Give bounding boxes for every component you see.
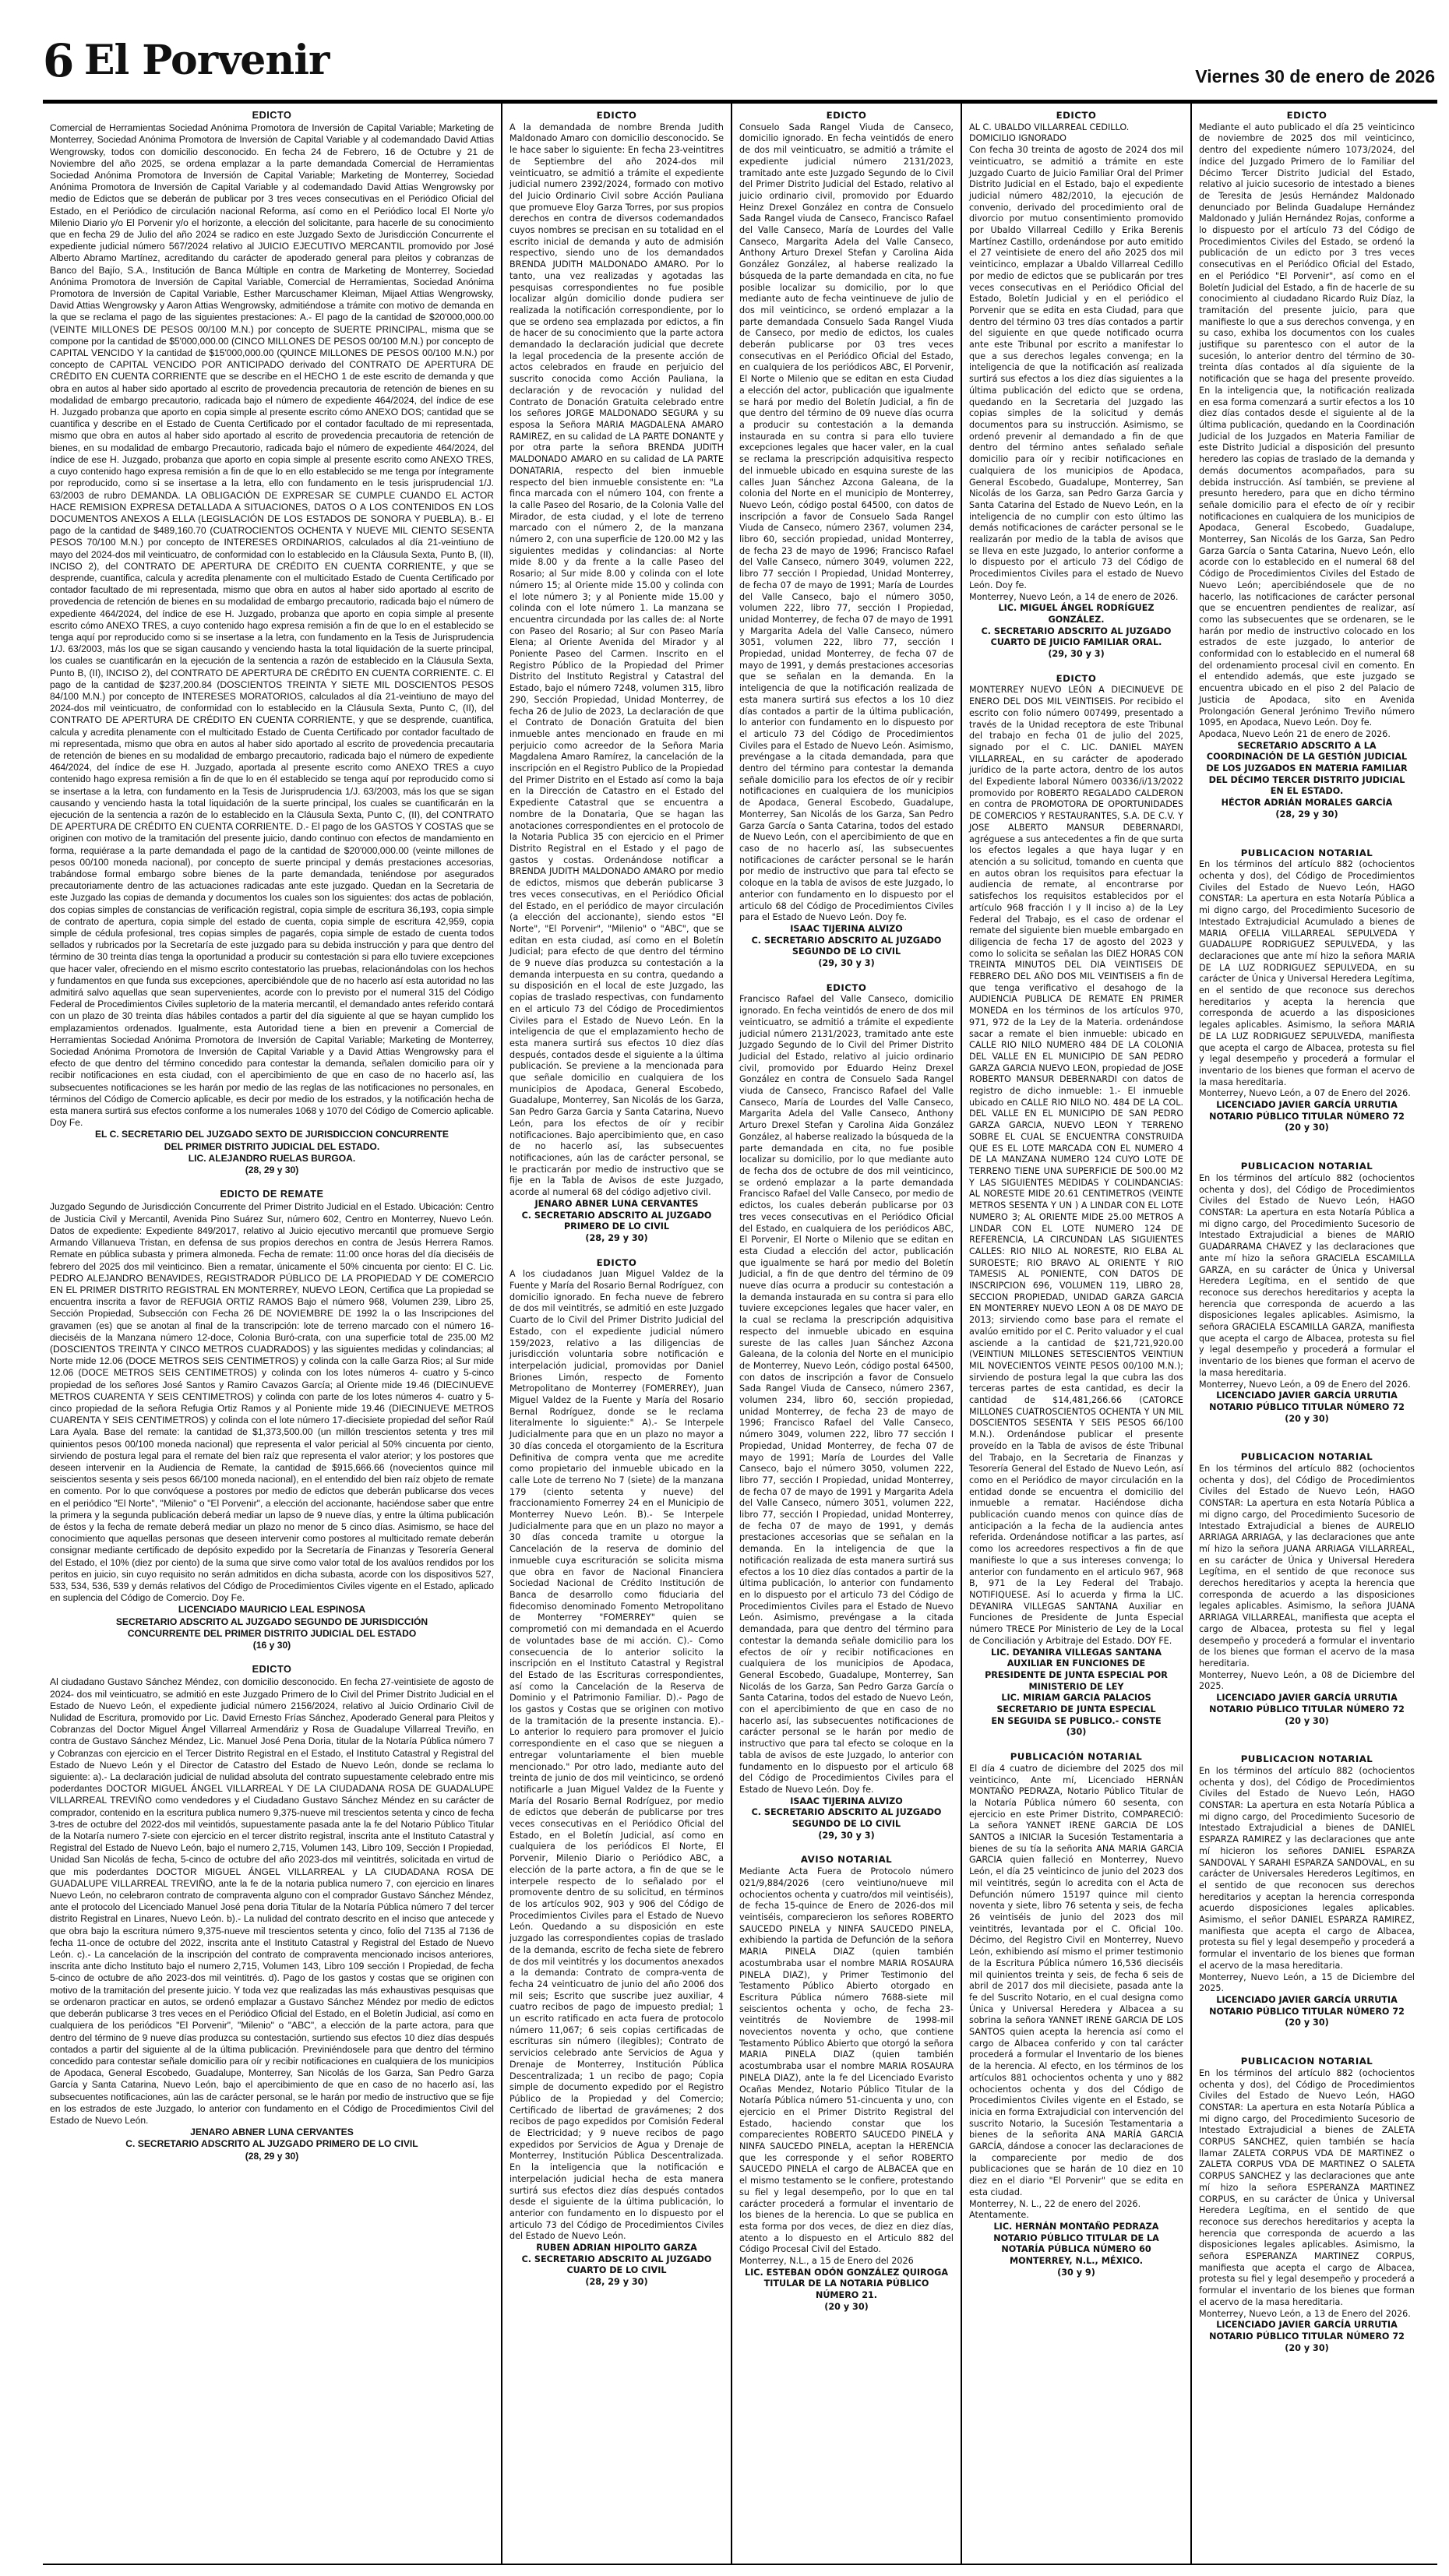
notice-body-text: En los términos del artículo 882 (ochocientos ochenta y dos), del Código de Procedimientos Civiles del Estado de Nuevo León, HAGO CONSTAR: La apertura en esta Notaría Pública a mi digno cargo, del Procedimiento Sucesorio de Intestado Extrajudicial Acumulado a bienes de MARIA OFELIA VILLARREAL SEPULVEDA Y GUADALUPE RODRIGUEZ SEPULVEDA, y las declaraciones que ante mí hizo la señora MARIA DE LA LUZ RODRIGUEZ SEPULVEDA, en su carácter de Única y Universal Heredera Legítima, en el sentido de que reconoce sus derechos hereditarios y acepta la herencia que corresponda de acuerdo a las disposiciones legales aplicables. Asimismo, la señora MARIA DE LA LUZ RODRIGUEZ SEPULVEDA, manifiesta que acepta el cargo de Albacea, protesta su fiel y legal desempeño y procederá a formular el inventario de los bienes que forman el acervo de la masa hereditaria. (1199, 859, 1415, 1087)
issue-date: Viernes 30 de enero de 2026 (1195, 66, 1435, 86)
notice-signature-line: NOTARIO PÚBLICO TITULAR NÚMERO 72 (1209, 2331, 1405, 2342)
notice-signature-line: (28, 29 y 30) (245, 2150, 299, 2162)
notice-column-4 (962, 104, 1192, 2564)
notice-signature-line: (30 y 9) (1057, 2267, 1095, 2278)
notice-signature-line: AUXILIAR EN FUNCIONES DE (1007, 1658, 1146, 1669)
notice-title: AVISO NOTARIAL (800, 1854, 893, 1866)
notice-signature-line: (29, 30 y 3) (818, 958, 875, 969)
notice-title: EDICTO (826, 981, 867, 993)
notice-body-text: Francisco Rafael del Valle Canseco, domicilio ignorado. En fecha veintidós de enero de dos mil veinticuatro, se admitió a trámite el expediente judicial número 2131/2023, tramitado ante este Juzgado Segundo de lo Civil del Primer Distrito Judicial del Estado, relativo al juicio ordinario civil, promovido por Eduardo Heinz Drexel González en contra de Consuelo Sada Rangel viuda de Canseco, Francisco Rafael del Valle Canseco, María de Lourdes del Valle Canseco, Margarita Adela del Valle Canseco, Anthony Arturo Drexel Stefan y Carolina Aida González González, al haberse realizado la búsqueda de la parte demandada en cita, no fue posible localizar su domicilio, por lo que mediante auto de fecha dos de octubre de dos mil veinticinco, se ordenó emplazar a la parte demandada Francisco Rafael del Valle Canseco, por medio de edictos, los cuales deberán publicarse por 03 tres veces consecutivas en el Periódico Oficial del Estado, en cualquiera de los periódicos ABC, El Porvenir, El Norte o Milenio que se editan en esta Ciudad a elección del actor, publicación que igualmente se hará por medio del Boletín Judicial, a fin de que dentro del término de 09 nueve días ocurra a producir su contestación a la demanda instaurada en su contra si para ello tuviere excepciones legales que hacer valer, en la cual se reclama la prescripción adquisitiva respecto del inmueble ubicado en esquina sureste de las calles Juan Sánchez Azcona Galeana, de la colonia del Norte en el municipio de Monterrey, Nuevo León, código postal 64500, con datos de inscripción a favor de Consuelo Sada Rangel Viuda de Canseco, número 2367, volumen 234, libro 60, sección propiedad, unidad Monterrey, de fecha 23 de mayo de 1996; Francisco Rafael del Valle Canseco, número 3049, volumen 222, libro 77 sección I Propiedad, Unidad Monterrey, de fecha 07 de mayo de 1991; María de Lourdes del Valle Canseco, bajo el número 3050, volumen 222, libro 77, sección I Propiedad, unidad Monterrey, de fecha 07 de mayo de 1991 y Margarita Adela del Valle Canseco, número 3051, volumen 222, libro 77, sección I Propiedad, unidad Monterrey, de fecha 07 de mayo de 1991, y demás prestaciones accesorias que se señalan en la demanda. En la inteligencia de que la notificación realizada de esta manera surtirá sus efectos a los 10 diez días contados a partir de la última publicación, lo anterior con fundamento en lo dispuesto por el articulo 73 del Código de Procedimientos Civiles para el Estado de Nuevo León. Asimismo, prevéngase a la citada demandada, para que dentro del término para contestar la demanda señale domicilio para los efectos de oír y recibir notificaciones en cualquiera de los municipios de Apodaca, General Escobedo, Guadalupe, Monterrey, San Nicolás de los Garza, San Pedro Garza García o Santa Catarina, todos del estado de Nuevo León, con el apercibimiento de que en caso de no hacerlo así, las subsecuentes notificaciones de carácter personal se le harán por medio de instructivo que para tal efecto se coloque en la tabla de avisos de este Juzgado, lo anterior con fundamento en lo dispuesto por el articulo 68 del Código de Procedimientos Civiles para el Estado de Nuevo León. Doy fe. (739, 994, 954, 1795)
notice-signature-line: NOTARIO PÚBLICO TITULAR NÚMERO 72 (1209, 2006, 1405, 2017)
notice-body-text: Consuelo Sada Rangel Viuda de Canseco, domicilio ignorado. En fecha veintidós de enero de dos mil veinticuatro, se admitió a trámite el expediente judicial número 2131/2023, tramitado ante este Juzgado Segundo de lo Civil del Primer Distrito Judicial del Estado, relativo al juicio ordinario civil, promovido por Eduardo Heinz Drexel González en contra de Consuelo Sada Rangel viuda de Canseco, Francisco Rafael del Valle Canseco, María de Lourdes del Valle Canseco, Margarita Adela del Valle Canseco, Anthony Arturo Drexel Stefan y Carolina Aida González González, al haberse realizado la búsqueda de la parte demandada en cita, no fue posible localizar su domicilio, por lo que mediante auto de fecha veintinueve de julio de dos mil veinticinco, se ordenó emplazar a la parte demandada Consuelo Sada Rangel Viuda de Canseco, por medio de edictos, los cuales deberán publicarse por 03 tres veces consecutivas en el Periódico Oficial del Estado, en cualquiera de los periódicos ABC, El Porvenir, El Norte o Milenio que se editan en esta Ciudad a elección del actor, publicación que igualmente se hará por medio del Boletín Judicial, a fin de que dentro del término de 09 nueve días ocurra a producir su contestación a la demanda instaurada en su contra si para ello tuviere excepciones legales que hacer valer, en la cual se reclama la prescripción adquisitiva respecto del inmueble ubicado en esquina sureste de las calles Juan Sánchez Azcona Galeana, de la colonia del Norte en el municipio de Monterrey, Nuevo León, código postal 64500, con datos de inscripción a favor de Consuelo Sada Rangel Viuda de Canseco, número 2367, volumen 234, libro 60, sección propiedad, unidad Monterrey, de fecha 23 de mayo de 1996; Francisco Rafael del Valle Canseco, número 3049, volumen 222, libro 77 sección I Propiedad, Unidad Monterrey, de fecha 07 de mayo de 1991; María de Lourdes del Valle Canseco, bajo el número 3050, volumen 222, libro 77, sección I Propiedad, unidad Monterrey, de fecha 07 de mayo de 1991 y Margarita Adela del Valle Canseco, número 3051, volumen 222, libro 77, sección I Propiedad, unidad Monterrey, de fecha 07 de mayo de 1991, y demás prestaciones accesorias que se señalan en la demanda. En la inteligencia de que la notificación realizada de esta manera surtirá sus efectos a los 10 diez días contados a partir de la última publicación, lo anterior con fundamento en lo dispuesto por el articulo 73 del Código de Procedimientos Civiles para el Estado de Nuevo León. Asimismo, prevéngase a la citada demandada, para que dentro del término para contestar la demanda señale domicilio para los efectos de oír y recibir notificaciones en cualquiera de los municipios de Apodaca, General Escobedo, Guadalupe, Monterrey, San Nicolás de los Garza, San Pedro Garza García o Santa Catarina, todos del estado de Nuevo León, con el apercibimiento de que en caso de no hacerlo así, las subsecuentes notificaciones de carácter personal se le harán por medio de instructivo que para tal efecto se coloque en la tabla de avisos de este Juzgado, lo anterior con fundamento en lo dispuesto por el articulo 68 del Código de Procedimientos Civiles para el Estado de Nuevo León. Doy fe. (739, 122, 954, 923)
notice-signature-line: EL C. SECRETARIO DEL JUZGADO SEXTO DE JURISDICCION CONCURRENTE (94, 1129, 450, 1140)
notice-signature-line: NOTARIO PÚBLICO TITULAR NÚMERO 72 (1209, 1704, 1405, 1714)
notice-signature-line: JENARO ABNER LUNA CERVANTES (534, 1198, 699, 1209)
notice-signature-line: TITULAR DE LA NOTARIA PÚBLICO (763, 2278, 929, 2289)
legal-notice (509, 1257, 724, 2289)
notice-body-text: DOMICILIO IGNORADO (969, 133, 1066, 144)
notice-title: PUBLICACION NOTARIAL (1240, 2056, 1373, 2067)
legal-notice (969, 673, 1183, 1739)
notice-body-text: Comercial de Herramientas Sociedad Anónima Promotora de Inversión de Capital Variable; Marketing de Monterrey, Sociedad Anónima Promotora de Inversión de Capital Variable y al codemandado David Attias Wengrowsky, todos con domicilio desconocido. En fecha 24 de Febrero, 16 de Octubre y 21 de Noviembre del año 2025, se ordena emplazar a la parte demandada Comercial de Herramientas Sociedad Anónima Promotora de Inversión de Capital Variable; Marketing de Monterrey, Sociedad Anónima Promotora de Inversión de Capital Variable y al codemandado David Attias Wengrowsky por medio de Edictos que se deberán de publicar por 3 tres veces consecutivas en el Periódico Oficial del Estado, en el Periódico de circulación nacional Reforma, así como en el Periódico local El Norte y/o Milenio Diario y/o El Porvenir y/o el horizonte, a elección del solicitante, para hacerle de su conocimiento que en fecha 29 de Julio del año 2024 se radico en este Juzgado Sexto de Jurisdicción Concurrente el expediente judicial número 567/2024 relativo al JUICIO EJECUTIVO MERCANTIL promovido por José Alberto Abramo Martínez, acreditando du carácter de apoderado general para pleitos y cobranzas de Banco del Bajío, S.A., Institución de Banca Múltiple en contra de Marketing de Monterrey, Sociedad Anónima Promotora de Inversión de Capital Variable, Comercial de Herramientas, Sociedad Anónima Promotora de Inversión de Capital Variable, Esther Marcuschamer Kleiman, Mijael Attias Wengrowsky, David Attias Wengrowsky y Aaron Attias Wengrowsky, admitiéndose a trámite con motivo de demanda en la que se reclama el pago de las siguientes prestaciones: A.- El pago de la cantidad de $20'000,000.00 (VEINTE MILLONES DE PESOS 00/100 M.N.) por concepto de SUERTE PRINCIPAL, misma que se compone por la cantidad de $5'000,000.00 (CINCO MILLONES DE PESOS 00/100 M.N.) por concepto de CAPITAL VENCIDO Y la cantidad de $15'000,000.00 (QUINCE MILLONES DE PESOS 00/100 M.N.) por concepto de CAPITAL VENCIDO POR ANTICIPADO derivado del CONTRATO DE APERTURA DE CRÉDITO EN CUENTA CORRIENTE que se describe en el HECHO 1 de este escrito de demanda y que obra en autos al haber sido aportado al escrito de provedencia precautoria de retención de bienes en su modalidad de embargo precautorio, radicada bajo el número de expediente 464/2024, del índice de ese H. Juzgado probanza que aporto en copia simple al presente escrito cómo ANEXO DOS; cantidad que se cuantifica y describe en el Estado de Cuenta Certificado por el contador facultado de mi representada, mismo que obra en autos al haber sido aportado al escrito de provedencia precautoria de retención de bienes, en su modalidad de embargo Precautorio, radicada bajo el número de expediente 464/2024, del índice de ese H. Juzgado, probanza que aporto en copia simple al presente escrito como ANEXO TRES, a cuyo contenido hago expresa remisión a fin de que lo en ello establecido se me tenga por íntegramente por reproducido, como si se insertase a la letra, ello con fundamento en le tesis jurisprudencial 1/J. 63/2003 de rubro DEMANDA. LA OBLIGACIÓN DE EXPRESAR SE CUMPLE CUANDO EL ACTOR HACE REMISION EXPRESA DETALLADA A SITUACIONES, DATOS O A LOS CONTENIDOS EN LOS DOCUMENTOS ANEXOS A ELLA (LEGISLACIÓN DE LOS ESTADOS DE SONORA Y PUEBLA). B.- El pago de la cantidad de $489,160.70 (CUATROCIENTOS OCHENTA Y NUEVE MIL CIENTO SESENTA PESOS 70/100 M.N.) por concepto de INTERESES ORDINARIOS, calculados al día 21-veintiuno de mayo del 2024-dos mil veinticuatro, de conformidad con lo establecido en la Cláusula Sexta, Punto B, (II), INCISO 2), del CONTRATO DE APERTURA DE CRÉDITO EN CUENTA CORRIENTE, y que se desprende, cuantifica, calcula y acredita plenamente con el multicitado Estado de Cuenta Certificado por contador facultado de mi representada, mismo que obra en autos al haber sido aportado al escrito de provedencia de retención de bienes en su modalidad de embargo precautorio, radicada bajo el número de expediente 464/2024, del índice de ese H. Juzgado, probanza que aporto en copia simple al presente escrito cómo ANEXO TRES, a cuyo contenido hago expresa remisión a fin de que lo en el establecido se tenga aquí por reproducido como si se insertase a la letra, con fundamento en la Tesis de Jurisprudencia 1/J. 63/2003, más los que se sigan causando y venciendo hasta la total liquidación de la suerte principal, los cuales se cuantificarán en la ejecución de la sentencia a razón de establecido en la Cláusula Sexta, Punto B, (II), INCISO 2), del CONTRATO DE APERTURA DE CRÉDITO EN CUENTA CORRIENTE. C. El pago de la cantidad de $237,200.84 (DOSCIENTOS TREINTA Y SIETE MIL DOSCIENTOS PESOS 84/100 M.N.) por concepto de INTERESES MORATORIOS, calculados al día 21-veintiuno de mayo del 2024-dos mil veinticuatro, de conformidad con lo establecido en la Cláusula Sexta, Punto C, (II), del CONTRATO DE APERTURA DE CRÉDITO EN CUENTA CORRIENTE, y que se desprende, cuantifica, calcula y acredita plenamente con el multicitado Estado de Cuenta Certificado por contador facultado de mi representada, mismo que obra en autos al haber sido aportado al escrito de provedencia precautaria de retención de bienes en su modalidad de embargo precautorio, radicada bajo el número de expediente 464/2024, del índice de ese H. Juzgado, aportada al presente escrito como ANEXO TRES a cuyo contenido hago expresa remisión a fin de que lo en él establecido se tenga aquí por reproducido como si se insertase a la letra, con fundamento en la Tesis de Jurisprudencia 1/J. 63/2003, más los que se sigan causando y venciendo hasta la total liquidación de la suerte principal, los cuales se cuantificarán en la ejecución de la sentencia a razón de lo establecido en la Cláusula Sexta, Punto C, (II), del CONTRATO DE APERTURA DE CRÉDITO EN CUENTA CORRIENTE. D.- El pago de los GASTOS Y COSTAS que se originen con motivo de la tramitación del presente juicio, dando continuo con efectos de mandamiento en forma, requiérase a la parte demandada el pago de la cantidad de $20'000,000.00 (veinte millones de pesos 00/100 moneda nacional), por concepto de suerte principal y demás prestaciones accesorias, trabándose formal embargo sobre bienes de la parte demandada, teniéndose por asegurados precautoriamente dentro de las actuaciones radicadas ante este juzgado. Quedan en la Secretaria de este Juzgado las copias de demanda y documentos los cuales son los siguientes: dos actas de población, dos copias simples de constancias de verificación registral, copia simple de escritura 36,193, copia simple de contrato de apertura, copia simple del estado de cuenta, copia simple de escritura 42,959, copia simple de cédula profesional, tres copias simples de pagarés, copia simple de estado de cuenta todos sellados y rubricados por la Secretaría de este juzgado para su debida instrucción y para que dentro del término de 30 treinta días tenga la oportunidad a producir su contestación si para ello tuviere excepciones que hacer valer, ofreciendo en el mismo escrito contestatorio las pruebas, relacionándolas con los hechos y fundamentos en que funda sus excepciones, apercibiéndole que de no hacerlo así esta autoridad no las admitirá salvo aquellas que sean supervenientes, acorde con lo previsto por el numeral 315 del Código Federal de Procedimientos Civiles supletorio de la materia mercantil, el demandado antes referido contará con un plazo de 30 treinta días hábiles contados a partir del día siguiente al que se hayan cumplido los emplazamientos ordenados. Igualmente, esta Autoridad tiene a bien en prevenir a Comercial de Herramientas Sociedad Anónima Promotora de Inversión de Capital Variable; Marketing de Monterrey, Sociedad Anónima Promotora de Inversión de Capital Variable y a David Attias Wengrowsky para el efecto de que dentro del término concedido para contestar la demanda, señalen domicilio para oír y recibir notificaciones en esta ciudad, con el apercibimiento de que en caso de no hacerlo así, las subsecuentes notificaciones se les harán por medio de las reglas de las notificaciones no personales, en términos del Código de Comercio aplicable, es decir por medio de los estrados, y la notificación hecha de esta manera surtirá sus efectos conforme a los numerales 1068 y 1070 del Código de Comercio aplicable. Doy Fe. (50, 122, 494, 1129)
notice-signature-line: (29, 30 y 3) (1048, 649, 1105, 660)
notice-signature-line: HÉCTOR ADRIÁN MORALES GARCÍA (1221, 798, 1393, 809)
notice-title: PUBLICACION NOTARIAL (1240, 1753, 1373, 1765)
notice-signature-line: C. SECRETARIO ADSCRITO AL JUZGADO PRIMERO DE LO CIVIL (125, 2138, 418, 2150)
legal-notice (1199, 2056, 1415, 2354)
notice-signature-line: NOTARÍA PÚBLICA NÚMERO 60 (1001, 2244, 1151, 2255)
notice-signature-line: MINISTERIO DE LEY (1028, 1681, 1124, 1692)
notice-signature-line: (29, 30 y 3) (818, 1830, 875, 1841)
legal-notice (739, 982, 954, 1842)
notice-signature-line: (20 y 30) (1285, 1122, 1329, 1133)
notice-signature-line: LICENCIADO JAVIER GARCÍA URRUTIA (1216, 2320, 1398, 2331)
legal-notice (50, 1664, 494, 2162)
notice-signature-line: (16 y 30) (252, 1640, 291, 1651)
notice-signature-line: ISAAC TIJERINA ALVIZO (790, 923, 903, 934)
notice-signature-line: LIC. MIRIAM GARCIA PALACIOS (1001, 1693, 1151, 1704)
notice-body-text: Al ciudadano Gustavo Sánchez Méndez, con domicilio desconocido. En fecha 27-veintisiete de agosto de 2024- dos mil veinticuatro, se admitió en este Juzgado Primero de lo Civil del Primer Distrito Judicial en el Estado de Nuevo León, el expediente judicial número 2156/2024, relativo al Juicio Ordinario Civil de Nulidad de Escritura, promovido por Lic. David Ernesto Frías Sánchez, Apoderado General para Pleitos y Cobranzas del Doctor Miguel Ángel Villarreal Armendáriz y Rosa de Guadalupe Villarreal Treviño, en contra de Gustavo Sánchez Méndez, Lic. Manuel José Pena Doria, titular de la Notaría Pública número 7 y Cobranzas con ejercicio en el Tercer Distrito Registral en el Estado, el Instituto Catastral y Registral del Estado de Nuevo León y el Director de Catastro del Estado de Nuevo León, donde se reclama lo siguiente: a).- La declaración judicial de nulidad absoluta del contrato supuestamente celebrado entre mis poderdantes DOCTOR MIGUEL ÁNGEL VILLARREAL Y DE LA CIUDADANA ROSA DE GUADALUPE VILLARREAL TREVIÑO como vendedores y el Ciudadano Gustavo Sánchez Méndez en su carácter de comprador, contenido en la escritura publica numero 9,375-nueve mil trescientos setenta y cinco de fecha 3-tres de octubre del 2022-dos mil veintidós, supuestamente pasada ante la fe del Notario Público Titular de la Notaría numero 7-siete con ejercicio en el tercer distrito registral, inscrita ante el Instituto Catastral y Registral del Estado de Nuevo León, bajo el numero 2,715, Volumen 143, Libro 109, Sección I Propiedad, Unidad San Nicolás de fecha, 5-cinco de octubre del año 2023-dos mil veintitrés, solicitada en virtud de que mis poderdantes DOCTOR MIGUEL ÁNGEL VILLARREAL y LA CIUDADANA ROSA DE GUADALUPE VILLARREAL TREVIÑO, ante la fe de la notaria publica numero 7, con ejercicio en linares Nuevo León, no celebraron contrato de compraventa alguno con el comprador Gustavo Sánchez Méndez, ante el protocolo del Licenciado Manuel José pena doria Titular de la Notaría Pública número 7 del tercer distrito Registral en Linares, Nuevo León. b).- La nulidad del contrato descrito en el inciso que antecede y que obra bajo la escritura número 9,375-nueve mil trescientos setenta y cinco, folio del 7135 al 7136 de fecha 11-once de octubre del 2022, inscrita ante el Instituto Catastral y Registral del Estado de Nuevo León. c).- La cancelación de la inscripción del contrato de compraventa mencionado incisos anteriores, inscrita ante dicho Instituto bajo el numero 2,715, Volumen 143, Libro 109 sección I Propiedad, de fecha 5-cinco de octubre de año 2023-dos mil veintitrés. d). Pago de los gastos y costas que se originen con motivo de la tramitación del presente juicio. Y toda vez que realizadas las más exhaustivas pesquisas que se ordenaron practicar en autos, se ordenó emplazar a Gustavo Sánchez Méndez por medio de edictos que deberán publicarse 3 tres veces en el Periódico Oficial del Estado, en el Boletín Judicial, así como en cualquiera de los periódicos "El Porvenir", "Milenio" o "ABC", a elección de la parte actora, para que dentro del término de 9 nueve días produzca su contestación, surtiendo sus efectos 10 diez días después contados a partir del siguiente al de la última publicación. Previniéndosele para que dentro del término concedido para contestar señale domicilio para oír y recibir notificaciones en cualquiera de los municipios de Apodaca, General Escobedo, Guadalupe, Monterrey, San Nicolás de los Garza, San Pedro Garza García y Santa Catarina, Nuevo León, bajo el apercibimiento de que en caso de no hacerlo así, las subsecuentes notificaciones, aún las de carácter personal, se le harán por medio de instructivo que se fije en los estrados de este Juzgado, lo anterior con fundamento en el Código de Procedimientos Civil del Estado de Nuevo León. (50, 1676, 494, 2126)
notice-body-text: Apodaca, Nuevo León 21 de enero de 2026. (1199, 728, 1391, 739)
notice-body-text: En los términos del artículo 882 (ochocientos ochenta y dos), del Código de Procedimientos Civiles del Estado de Nuevo León, HAGO CONSTAR: La apertura en esta Notaría Pública a mi digno cargo, del Procedimiento Sucesorio de Intestado Extrajudicial a bienes de MARIO GUADARRAMA CHAVEZ y las declaraciones que ante mí hizo la señora GRACIELA ESCAMILLA GARZA, en su carácter de Única y Universal Heredera Legítima, en el sentido de que reconoce sus derechos hereditarios y acepta la herencia que corresponda de acuerdo a las disposiciones legales aplicables. Asimismo, la señora GRACIELA ESCAMILLA GARZA, manifiesta que acepta el cargo de Albacea, protesta su fiel y legal desempeño y procederá a formular el inventario de los bienes que forman el acervo de la masa hereditaria. (1199, 1172, 1415, 1378)
notice-title: EDICTO (596, 110, 637, 121)
notice-title: PUBLICACION NOTARIAL (1240, 1451, 1373, 1463)
notice-signature-line: EN EL ESTADO. (1270, 786, 1344, 797)
notice-signature-line: NOTARIO PÚBLICO TITULAR DE LA (993, 2232, 1159, 2243)
notice-signature-line: SECRETARIO ADSCRITO A LA (1237, 740, 1377, 751)
notice-signature-line: (28, 29 y 30) (1275, 809, 1338, 819)
notice-signature-line: SEGUNDO DE LO CIVIL (791, 946, 901, 957)
notice-signature-line: LICENCIADO JAVIER GARCÍA URRUTIA (1216, 1693, 1398, 1704)
notice-body-text: El día 4 cuatro de diciembre del 2025 dos mil veinticinco, Ante mí, Licenciado HERNÁN MONTAÑO PEDRAZA, Notario Público Titular de la Notaría Pública número 60 sesenta, con ejercicio en este Primer Distrito, COMPARECIÓ: La señora YANNET IRENE GARCIA DE LOS SANTOS a INICIAR la Sucesión Testamentaria a bienes de su tía la señorita ANA MARIA GARCIA GARCIA quien falleció en Monterrey, Nuevo León, el día 25 veinticinco de junio del 2023 dos mil veintitrés, según lo acredita con el Acta de Defunción número 15197 quince mil ciento noventa y siete, libro 76 setenta y seis, de fecha 26 veintiséis de junio del 2023 dos mil veintitrés, levantada por el C. Oficial 10o. Décimo, del Registro Civil en Monterrey, Nuevo León, exhibiendo así mismo el primer testimonio de la Escritura Pública número 16,536 dieciséis mil quinientos treinta y seis, de fecha 6 seis de abril de 2017 dos mil diecisiete, pasada ante la fe del Suscrito Notario, en el cual designa como Única y Universal Heredera y Albacea a su sobrina la señora YANNET IRENE GARCIA DE LOS SANTOS quien acepta la herencia así como el cargo de Albacea conferido y con tal carácter procederá a formular el Inventario de los bienes de la herencia. Al efecto, en los términos de los artículos 881 ochocientos ochenta y uno y 882 ochocientos ochenta y dos del Código de Procedimientos Civiles vigente en el Estado, se inicia en forma Extrajudicial con intervención del suscrito Notario, la Sucesión Testamentaria a bienes de la señorita ANA MARÍA GARCIA GARCÍA, dándose a conocer las declaraciones de la compareciente por medio de dos publicaciones que se harán de 10 diez en 10 diez en el diario "El Porvenir" que se edita en esta ciudad. (969, 1763, 1183, 2197)
notice-column-2 (502, 104, 732, 2564)
notice-signature-line: (20 y 30) (824, 2301, 869, 2312)
notice-signature-line: LIC. ALEJANDRO RUELAS BURGOA. (188, 1152, 356, 1164)
notice-signature-line: (28, 29 y 30) (245, 1165, 299, 1176)
notice-signature-line: LICENCIADO JAVIER GARCÍA URRUTIA (1216, 1100, 1398, 1111)
notice-signature-line: LIC. DEYANIRA VILLEGAS SANTANA (991, 1647, 1162, 1658)
notice-signature-line: (20 y 30) (1285, 2342, 1329, 2353)
notice-body-text: En los términos del artículo 882 (ochocientos ochenta y dos), del Código de Procedimientos Civiles del Estado de Nuevo León, HAGO CONSTAR: La apertura en esta Notaría Pública a mi digno cargo, del Procedimiento Sucesorio de Intestado Extrajudicial a bienes de DANIEL ESPARZA RAMIREZ y las declaraciones que ante mí hicieron los señores DANIEL ESPARZA SANDOVAL Y SARAHI ESPARZA SANDOVAL, en su carácter de Universales Herederos Legítimos, en el sentido de que reconocen sus derechos hereditarios y aceptan la herencia corresponda acuerdo disposiciones legales aplicables. Asimismo, el señor DANIEL ESPARZA RAMIREZ, manifiesta que acepta el cargo de Albacea, protesta su fiel y legal desempeño y procederá a formular el inventario de los bienes que forman el acervo de la masa hereditaria. (1199, 1765, 1415, 1971)
notice-body-text: En los términos del artículo 882 (ochocientos ochenta y dos), del Código de Procedimientos Civiles del Estado de Nuevo León, HAGO CONSTAR: La apertura en esta Notaría Pública a mi digno cargo, del Procedimiento Sucesorio de Intestado Extrajudicial a bienes de ZALETA CORPUS SANCHEZ, quien también se hacía llamar ZALETA CORPUS VDA DE MARTINEZ o ZALETA CORPUS VDA DE MARTINEZ O SALETA CORPUS SANCHEZ y las declaraciones que ante mí hizo la señora ESPERANZA MARTINEZ CORPUS, en su carácter de Única y Universal Heredera Legítima, en el sentido de que reconoce sus derechos hereditarios y acepta la herencia que corresponda de acuerdo a las disposiciones legales aplicables. Asimismo, la señora ESPERANZA MARTINEZ CORPUS, manifiesta que acepta el cargo de Albacea, protesta su fiel y legal desempeño y procederá a formular el inventario de los bienes que forman el acervo de la masa hereditaria. (1199, 2067, 1415, 2307)
legal-notice (739, 110, 954, 970)
notice-signature-line: SEGUNDO DE LO CIVIL (791, 1819, 901, 1830)
notice-body-text: Mediante el auto publicado el día 25 veinticinco de noviembre de 2025 dos mil veinticinco, dentro del expediente número 1073/2024, del índice del Juzgado Primero de lo Familiar del Décimo Tercer Distrito Judicial del Estado, relativo al juicio sucesorio de intestado a bienes de Teresita de Jesús Hernández Maldonado denunciado por Belinda Guadalupe Hernández Maldonado y Julián Hernández Rojas, conforme a lo dispuesto por el artículo 73 del Código de Procedimientos Civiles del Estado, se ordenó la publicación de un edicto por 3 tres veces consecutivas en el Periódico Oficial del Estado, en el Periódico "El Porvenir", así como en el Boletín Judicial del Estado, a fin de hacerle de su conocimiento al ciudadano Ricardo Ruiz Díaz, la tramitación del presente juicio, para que manifieste lo que a sus derechos convenga, y en su caso, exhiba los documentos con los cuales justifique su parentesco con el autor de la sucesión, lo anterior dentro del término de 30-treinta días contados al día siguiente de la notificación que se haga del presente proveído. En la inteligencia que, la notificación realizada en esa forma comenzará a surtir efectos a los 10 diez días contados desde el siguiente al de la última publicación, quedando en la Coordinación Judicial de los Juzgados en Materia Familiar de este Distrito Judicial a disposición del presunto heredero las copias de traslado de la demanda y demás documentos acompañados, para su debida instrucción. Así también, se previene al presunto heredero, para que en dicho término señale domicilio para el efecto de oír y recibir notificaciones en cualquiera de los municipios de Apodaca, General Escobedo, Guadalupe, Monterrey, San Nicolás de los Garza, San Pedro Garza García o Santa Catarina, Nuevo León, ello acorde con lo establecido en el numeral 68 del Código de Procedimientos Civiles del Estado de Nuevo León; apercibiéndosele que de no hacerlo, las notificaciones de carácter personal que se encuentren pendientes de realizar, así como las subsecuentes que se ordenaren, se le harán por medio de instructivo colocado en los estrados de este juzgado, lo anterior de conformidad con lo establecido en el numeral 68 del ordenamiento procesal civil en comento. En el entendido además, que este juzgado se encuentra ubicado en el piso 2 del Palacio de Justicia de Apodaca, sito en Avenida Prolongación General Jerónimo Treviño número 1095, en Apodaca, Nuevo León. Doy fe. (1199, 122, 1415, 728)
newspaper-masthead: El Porvenir (83, 37, 330, 84)
notice-title: EDICTO (596, 1256, 637, 1268)
notice-body-text: Monterrey, Nuevo León, a 13 de Enero del 2026. (1199, 2308, 1411, 2319)
legal-notice (1199, 848, 1415, 1135)
notice-signature-line: C. SECRETARIO ADSCRITO AL JUZGADO (981, 625, 1172, 636)
notice-signature-line: NOTARIO PÚBLICO TITULAR NÚMERO 72 (1209, 1111, 1405, 1122)
notice-signature-line: C. SECRETARIO ADSCRITO AL JUZGADO (751, 1807, 942, 1818)
notice-body-text: Monterrey, N.L., a 15 de Enero del 2026 (739, 2256, 914, 2267)
notice-signature-line: LIC. ESTEBAN ODÓN GONZÁLEZ QUIROGA (745, 2267, 948, 2278)
notice-signature-line: MONTERREY, N.L., MÉXICO. (1010, 2256, 1143, 2267)
notice-title: EDICTO (252, 110, 292, 121)
notice-body-text: En los términos del artículo 882 (ochocientos ochenta y dos), del Código de Procedimientos Civiles del Estado de Nuevo León, HAGO CONSTAR: La apertura en esta Notaría Pública a mi digno cargo, del Procedimiento Sucesorio de Intestado Extrajudicial a bienes de AURELIO ARRIAGA ARRIAGA, y las declaraciones que ante mí hizo la señora JUANA ARRIAGA VILLARREAL, en su carácter de Única y Universal Heredera Legítima, en el sentido de que reconoce sus derechos hereditarios y acepta la herencia que corresponda de acuerdo a las disposiciones legales aplicables. Asimismo, la señora JUANA ARRIAGA VILLARREAL, manifiesta que acepta el cargo de Albacea, protesta su fiel y legal desempeño y procederá a formular el inventario de los bienes que forman el acervo de la masa hereditaria. (1199, 1464, 1415, 1669)
notice-title: EDICTO (1056, 110, 1097, 121)
notice-signature-line: LICENCIADO MAURICIO LEAL ESPINOSA (178, 1604, 366, 1616)
notice-body-text: Atentamente. (969, 2210, 1029, 2221)
notice-body-text: Monterrey, Nuevo León, a 15 de Diciembre del 2025. (1199, 1972, 1415, 1994)
notice-signature-line: C. SECRETARIO ADSCRITO AL JUZGADO (521, 1210, 712, 1221)
notice-signature-line: DE LOS JUZGADOS EN MATERIA FAMILIAR (1206, 763, 1408, 774)
page-number: 6 (43, 34, 73, 87)
notice-body-text: Monterrey, Nuevo León, a 14 de enero de 2026. (969, 591, 1179, 602)
legal-notice (969, 1751, 1183, 2278)
notice-signature-line: (20 y 30) (1285, 1413, 1329, 1424)
notice-signature-line: JENARO ABNER LUNA CERVANTES (190, 2127, 354, 2138)
notice-signature-line: GONZÁLEZ. (1048, 614, 1105, 625)
notice-title: EDICTO DE REMATE (220, 1189, 324, 1200)
notice-body-text: Con fecha 30 treinta de agosto de 2024 dos mil veinticuatro, se admitió a trámite en este Juzgado Cuarto de Juicio Familiar Oral del Primer Distrito Judicial en el Estado, bajo el expediente judicial número 482/2010, la ejecución de convenio, derivado del procedimiento oral de divorcio por mutuo consentimiento promovido por Ubaldo Villarreal Cedillo y Erika Berenis Martínez Castillo, ordenándose por auto emitido el 27 veintisiete de enero del año 2025 dos mil veinticinco, emplazar a Ubaldo Villarreal Cedillo por medio de edictos que se publicarán por tres veces consecutivas en el Periódico Oficial del Estado, Boletín Judicial y en el periódico el Porvenir que se edita en esta Ciudad, para que dentro del término 03 tres días contados a partir del siguiente en que quede notificado ocurra ante este Tribunal por escrito a manifestar lo que a sus derechos legales convenga; en la inteligencia de que la notificación así realizada surtirá sus efectos a los diez días siguientes a la última publicación del edicto que se ordena, quedando en la Secretaria del Juzgado las copias simples de la solicitud y demás documentos para su instrucción. Asimismo, se ordenó prevenir al demandado a fin de que dentro del término antes señalado señale domicilio para oír y recibir notificaciones en cualquiera de los municipios de Apodaca, General Escobedo, Guadalupe, Monterrey, San Nicolás de los Garza, san Pedro Garza Garcia y Santa Catarina del Estado de Nuevo León, en la inteligencia de no cumplir con esto último las demás notificaciones de carácter personal se le realizarán por medio de la tabla de avisos que se lleva en este Juzgado, lo anterior conforme a lo dispuesto por el articulo 73 del Código de Procedimientos Civiles para el estado de Nuevo León. Doy fe. (969, 145, 1183, 590)
notice-body-text: Mediante Acta Fuera de Protocolo número 021/9,884/2026 (cero veintiuno/nueve mil ochocientos ochenta y cuatro/dos mil veintiséis), de fecha 15-quince de Enero de 2026-dos mil veintiséis, comparecieron los señores ROBERTO SAUCEDO PINELA y NINFA SAUCEDO PINELA, exhibiendo la partida de Defunción de la señora MARIA PINELA DIAZ (quien también acostumbraba usar el nombre MARIA ROSAURA PINELA DIAZ), y Primer Testimonio del Testamento Público Abierto otorgado en Escritura Pública número 7688-siete mil seiscientos ochenta y ocho, de fecha 23-veintitrés de Noviembre de 1998-mil novecientos noventa y ocho, que contiene Testamento Público Abierto que otorgó la señora MARIA PINELA DIAZ (quien también acostumbraba usar el nombre MARIA ROSAURA PINELA DIAZ), ante la fe del Licenciado Evaristo Ocañas Mendez, Notario Público Titular de la Notaría Pública número 51-cincuenta y uno, con ejercicio en el Primer Distrito Registral del Estado, haciendo constar que los comparecientes ROBERTO SAUCEDO PINELA y NINFA SAUCEDO PINELA, aceptan la HERENCIA que les corresponde y el señor ROBERTO SAUCEDO PINELA el cargo de ALBACEA que en el mismo testamento se le confiere, protestando su fiel y legal desempeño, por lo que en tal carácter procederá a formular el inventario de los bienes de la herencia. Lo que se publica en esta forma por dos veces, de diez en diez días, atento a lo dispuesto en el Articulo 882 del Código Procesal Civil del Estado. (739, 1866, 954, 2255)
notice-body-text: Juzgado Segundo de Jurisdicción Concurrente del Primer Distrito Judicial en el Estado. Ubicación: Centro de Justicia Civil y Mercantil, Avenida Pino Suárez Sur, número 602, Centro en Monterrey, Nuevo León. Datos de expediente: Expediente 849/2017, relativo al Juicio ejecutivo mercantil que promueve Sergio Armando Villanueva Tristan, en defensa de sus propios derechos en contra de Jesús Herrera Ramos. Remate en pública subasta y primera almoneda. Fecha de remate: 11:00 once horas del día dieciséis de febrero del 2025 dos mil veinticinco. Bien a rematar, únicamente el 50% cincuenta por ciento: El C. Lic. PEDRO ALEJANDRO BENAVIDES, REGISTRADOR PÚBLICO DE LA PROPIEDAD Y DE COMERCIO EN EL PRIMER DISTRITO REGISTRAL EN MONTERREY, NUEVO LEON, Certifica que La propiedad se encuentra inscrita a favor de REFUGIA ORTIZ RAMOS Bajo el número 968, Volumen 239, Libro 25, Sección Propiedad, Subsección con Fecha 26 DE NOVIEMBRE DE 1992 la o las Inscripciones del gravamen (es) que se anotan al final de la transcripción: lote de terreno marcado con el número 16-dieciséis de la Manzana número 12-doce, Colonia Buró-crata, con una superficie total de 235.00 M2 (DOSCIENTOS TREINTA Y CINCO METROS CUADRADOS) y las siguientes medidas y colindancias; al Norte mide 12.06 (DOCE METROS SEIS CENTIMETROS) y colinda con la calle Garza Rios; al Sur mide 12.06 (DOCE METROS SEIS CENTIMETROS) y colinda con los lotes números 4- cuatro y 5-cinco propiedad de los señores José Santos y Ramiro Cavazos García; al Oriente mide 19.46 (DIECINUEVE METROS CUARENTA Y SEIS CENTIMETROS) y colinda con parte de los lotes números 4- cuatro y 5-cinco propiedad de la señora Refugia Ortiz Ramos y al Poniente mide 19.46 (DIECINUEVE METROS CUARENTA Y SEIS CENTIMETROS) y colinda con el lote número 17-diecisiete propiedad del señor Raúl Lara Ayala. Base del remate: la cantidad de $1,373,500.00 (un millón trescientos setenta y tres mil quinientos pesos 00/100 moneda nacional) que representa el valor pericial al 50% cincuenta por ciento, sirviendo de postura legal para el remate del bien raíz que representa el valor aterior; y los postores que deseen intervenir en la Audiencia de Remate, la cantidad de $915,666.66 (novecientos quince mil seiscientos sesenta y seis pesos 66/100 moneda nacional), en el entendido del bien raíz objeto de remate en comento. Por lo que convóquese a postores por medio de edictos que deberán publicarse dos veces en el periódico "El Norte", "Milenio" o "El Porvenir", a elección del accionante, haciéndose saber que entre la primera y la segunda publicación deberá mediar un lapso de 9 nueve días, y entre la última publicación de éstos y la fecha de remate deberá mediar un plazo no menor de 5 cinco días. Asimismo, se hace del conocimiento que aquellas personas que deseen intervenir como postores al multicitado remate deberán consignar mediante certificado de depósito expedido por la Secretaría de Finanzas y Tesorería General del Estado, el 10% (diez por ciento) de la suma que sirve como valor total de los avalúos rendidos por los peritos en juicio, sin cuyo requisito no serán admitidos en dicha subasta, acorde con los dispositivos 527, 533, 534, 536, 539 y demás relativos del Código de Procedimientos Civiles vigente en el Estado, aplicado en suplencia del Código de Comercio. Doy Fe. (50, 1201, 494, 1604)
notice-signature-line: EN SEGUIDA SE PUBLICO.- CONSTE (991, 1715, 1162, 1726)
notice-body-text: A la demandada de nombre Brenda Judith Maldonado Amaro con domicilio desconocido. Se le hace saber lo siguiente: En fecha 23-veintitres de Septiembre del año 2024-dos mil veinticuatro, se admitió a trámite el expediente judicial numero 2392/2024, formado con motivo del Juicio Ordinario Civil sobre Acción Pauliana que promueve Eloy Garza Torres, por sus propios derechos en contra de diversos codemandados cuyos nombres se precisan en su totalidad en el escrito inicial de demanda y auto de admisión respectivo, siendo uno de los demandados BRENDA JUDITH MALDONADO AMARO. Por lo tanto, una vez realizadas y agotadas las pesquisas correspondientes no fue posible localizar algún domicilio donde pudiera ser realizada la notificación correspondiente, por lo que se ordeno sea emplazada por edictos, a fin de hacer de su conocimiento que la parte actora demandado la declaración judicial que decrete la legal procedencia de la presente acción de actos celebrados en fraude en perjuicio del suscrito conocida como Acción Pauliana, la declaración y de revocación y nulidad del Contrato de Donación Gratuita celebrado entre los señores JORGE MALDONADO SEGURA y su esposa la Señora MARIA MAGDALENA AMARO RAMIREZ, en su calidad de LA PARTE DONANTE y por otra parte la señora BRENDA JUDITH MALDONADO AMARO en su calidad de LA PARTE DONATARIA, respecto del bien inmueble respecto del bien inmueble consistente en: "La finca marcada con el número 104, con frente a la calle Paseo del Rosario, de la Colonia Valle del Mirador, de esta ciudad, y el lote de terreno marcado con el número 2, de la manzana número 2, con una superficie de 120.00 M2 y las siguientes medidas y colindancias: al Norte mide 8.00 y da frente a la calle Paseo del Rosario; al Sur mide 8.00 y colinda con el lote número 15; al Oriente mide 15.00 y colinda con el lote número 3; y al Poniente mide 15.00 y colinda con el lote número 1. La manzana se encuentra circundada por las calles de: al Norte con Paseo del Rosario; al Sur con Paseo María Elena; al Oriente Avenida del Mirador y al Poniente Paseo del Carmen. Inscrito en el Registro Público de la Propiedad del Primer Distrito del Instituto Registral y Catastral del Estado, bajo el número 7248, volumen 315, libro 290, Sección Propiedad, Unidad Monterrey, de fecha 26 de Julio de 2023, La declaración de que el Contrato de Donación Gratuita del bien inmueble antes mencionado en fraude en mi perjuicio como acreedor de la Señora Maria Magdalena Amaro Ramírez, la cancelación de la inscripción en el Registro Publico de la Propiedad del Primer Distrito en el Estado así como la baja en la Dirección de Catastro en el Estado del Expediente Catastral que se encuentra a nombre de la Donataria, Que se hagan las anotaciones correspondientes en el protocolo de la Notaria Publica 35 con ejercicio en el Primer Distrito Registral en el Estado y el pago de gastos y costas. Ordenándose notificar a BRENDA JUDITH MALDONADO AMARO por medio de edictos, mismos que deberán publicarse 3 tres veces consecutivas, en el Periódico Oficial del Estado, en el periódico de mayor circulación (a elección del accionante), siendo estos "El Norte", "El Porvenir", "Milenio" o "ABC", que se editan en esta ciudad, así como en el Boletín Judicial; para efecto de que dentro del término de 9 nueve días produzca su contestación a la demanda interpuesta en su contra, quedando a su disposición en el local de este Juzgado, las copias de traslado respectivas, con fundamento en el articulo 73 del Código de Procedimientos Civiles para el Estado de Nuevo León. En la inteligencia de que el emplazamiento hecho de esta manera surtirá sus efectos 10 diez días después, contados desde el siguiente a la última publicación. Se previene a la mencionada para que señale domicilio en cualquiera de los municipios de Apodaca, General Escobedo, Guadalupe, Monterrey, San Nicolás de los Garza, San Pedro Garza Garcia y Santa Catarina, Nuevo León, para los efectos de oír y recibir notificaciones. Bajo apercibimiento que, en caso de no hacerlo así, las subsecuentes notificaciones, aún las de carácter personal, se le practicarán por medio de instructivo que se fije en la Tabla de Avisos de este Juzgado, acorde al numeral 68 del código adjetivo civil. (509, 122, 724, 1198)
notice-body-text: Monterrey, Nuevo León, a 08 de Diciembre del 2025. (1199, 1669, 1415, 1692)
legal-notice (1199, 1161, 1415, 1425)
notice-signature-line: PRESIDENTE DE JUNTA ESPECIAL POR (985, 1669, 1168, 1680)
notice-signature-line: NÚMERO 21. (815, 2290, 878, 2301)
notice-signature-line: ISAAC TIJERINA ALVIZO (790, 1795, 903, 1806)
notice-title: EDICTO (826, 110, 867, 121)
notice-signature-line: LICENCIADO JAVIER GARCÍA URRUTIA (1216, 1390, 1398, 1401)
notice-signature-line: C. SECRETARIO ADSCRITO AL JUZGADO (521, 2254, 712, 2264)
notice-signature-line: (20 y 30) (1285, 2017, 1329, 2028)
notice-signature-line: LICENCIADO JAVIER GARCÍA URRUTIA (1216, 1994, 1398, 2005)
notice-signature-line: CUARTO DE LO CIVIL (566, 2265, 667, 2276)
notice-column-5 (1192, 104, 1422, 2564)
notice-signature-line: DEL DÉCIMO TERCER DISTRITO JUDICIAL (1208, 774, 1405, 785)
notice-signature-line: LIC. MIGUEL ÁNGEL RODRÍGUEZ (998, 603, 1155, 614)
notice-title: PUBLICACION NOTARIAL (1240, 1161, 1373, 1172)
notice-signature-line: PRIMERO DE LO CIVIL (563, 1221, 670, 1232)
notice-body-text: AL C. UBALDO VILLARREAL CEDILLO. (969, 122, 1130, 132)
notice-title: EDICTO (1286, 110, 1327, 121)
notice-signature-line: SECRETARIO ADSCRITO AL JUZGADO SEGUNDO DE JURISDICCIÓN (115, 1616, 428, 1627)
notice-signature-line: C. SECRETARIO ADSCRITO AL JUZGADO (751, 935, 942, 946)
notice-signature-line: DEL PRIMER DISTRITO JUDICIAL DEL ESTADO. (164, 1140, 380, 1152)
notice-signature-line: COORDINACIÓN DE LA GESTIÓN JUDICIAL (1206, 752, 1408, 763)
notice-signature-line: (28, 29 y 30) (585, 2277, 648, 2288)
legal-notice (1199, 1753, 1415, 2029)
notice-title: PUBLICACION NOTARIAL (1240, 847, 1373, 858)
notice-signature-line: (28, 29 y 30) (585, 1232, 648, 1243)
legal-notice (509, 110, 724, 1245)
notice-title: EDICTO (1056, 672, 1097, 684)
notice-title: PUBLICACIÓN NOTARIAL (1010, 1751, 1143, 1763)
notice-body-text: MONTERREY NUEVO LEÓN A DIECINUEVE DE ENERO DEL DOS MIL VEINTISEIS. Por recibido el escrito con folio número 007499, presentado a través de la Unidad receptora de este Tribunal del trabajo en fecha 01 de julio del 2025, signado por el C. LIC. DANIEL MAYEN VILLARREAL, en su carácter de apoderado jurídico de la parte actora, dentro de los autos del Expediente laboral Número 00336/i/13/2022 promovido por ROBERTO REGALADO CALDERON en contra de PROMOTORA DE OPORTUNIDADES DE COMERCIOS Y RESTAURANTES, S.A. DE C.V. Y JOSE ALBERTO MANSUR DEBERNARDI, agréguese a sus antecedentes a fin de que surta los efectos legales a que haya lugar y en atención a su solicitud, tomando en cuenta que en autos obran los requisitos para efectuar la audiencia de remate, al encontrarse por satisfechos los requisitos establecidos por el artículo 968 fracción I y II inciso a) de la Ley Federal del Trabajo, es el caso de ordenar el remate del siguiente bien mueble embargado en diligencia de fecha 17 de agosto del 2023 y como lo solicita se señalan las DIEZ HORAS CON TREINTA MINUTOS DEL DIA VEINTISEIS DE FEBRERO DEL AÑO DOS MIL VEINTISEIS a fin de que tenga verificativo el desahogo de la AUDIENCIA PUBLICA DE REMATE EN PRIMER MONEDA en los términos de los artículos 970, 971, 972 de la Ley de la Materia. ordenándose sacar a remate el bien inmueble: ubicado en CALLE RIO NILO NUMERO 484 DE LA COLONIA DEL VALLE EN EL MUNICIPIO DE SAN PEDRO GARZA GARCIA NUEVO LEON, propiedad de JOSE ROBERTO MANSUR DEBERNARDI con datos de registro de dicho inmueble: 1.- El inmueble ubicado en CALLE RIO NILO NO. 484 DE LA COL. DEL VALLE EN EL MUNICIPIO DE SAN PEDRO GARZA GARCIA, NUEVO LEON Y TERRENO SOBRE EL CUAL SE ENCUENTRA CONSTRUIDA QUE ES EL LOTE MARCADA CON EL NUMERO 4 DE LA MANZANA NUMERO 124 CUYO LOTE DE TERRENO TIENE UNA SUPERFICIE DE 500.00 M2 Y LAS SIGUIENTES MEDIDAS Y COLINDANCIAS: AL NORESTE MIDE 20.61 CENTIMETROS (VEINTE METROS SESENTA Y UN ) A LINDAR CON EL LOTE NUMERO 3; AL ORIENTE MIDE 25.00 METROS A LINDAR CON EL LOTE NUMERO 124 DE REFERENCIA, LA CIRCUNDAN LAS SIGUIENTES CALLES: RIO NILO AL NORESTE, RIO ELBA AL SUROESTE; RIO BRAVO AL ORIENTE Y RIO TAMESIS AL PONIENTE, CON DATOS DE INSCRIPCION 696, VOLUMEN 119, LIBRO 28, SECCION PROPIEDAD, UNIDAD GARZA GARCIA EN MONTERREY NUEVO LEON A 08 DE MAYO DE 2013; sirviendo como base para el remate el avalúo emitido por el C. Perito valuador y el cual asciende a la cantidad de $21,721,920.00 (VEINTIUN MILLONES SETESCIENTOS VEINTIUN MIL NOVECIENTOS VEINTE PESOS 00/100 M.N.); sirviendo de postura legal la que cubra las dos terceras partes de esta cantidad, es decir la cantidad de $14,481,266.66 (CATORCE MILLONES CUATROSCIENTOS OCHENTA Y UN MIL DOSCIENTOS SESENTA Y SEIS PESOS 66/100 M.N.). Ordenándose publicar el presente proveído en la Tabla de avisos de éste Tribunal del Trabajo, en la Secretaria de Finanzas y Tesorería General del Estado de Nuevo León, así como en el Periódico de mayor circulación en la entidad donde se encuentra el domicilio del inmueble a rematar. Haciéndose dicha publicación cuando menos con quince días de anticipación a la fecha de la audiencia antes referida. Ordenándose notificar a las partes, así como los acreedores respectivos a fin de que manifieste lo que a sus intereses convenga; lo anterior con fundamento en el articulo 967, 968 B, 971 de la Ley Federal del Trabajo. NOTIFIQUESE. Así lo acuerda y firma la LIC. DEYANIRA VILLEGAS SANTANA Auxiliar en Funciones de Presidente de Junta Especial número TRECE Por Ministerio de Ley de la Local de Conciliación y Arbitraje del Estado. DOY FE. (969, 685, 1183, 1646)
notice-signature-line: CUARTO DE JUICIO FAMILIAR ORAL. (990, 637, 1162, 648)
legal-notice (50, 1189, 494, 1651)
legal-notice (50, 110, 494, 1176)
notice-signature-line: SECRETARIO DE JUNTA ESPECIAL (996, 1704, 1156, 1715)
notice-signature-line: LIC. HERNÁN MONTAÑO PEDRAZA (993, 2221, 1159, 2232)
notice-column-1 (43, 104, 502, 2564)
page-header (43, 30, 1435, 92)
legal-notice (739, 1854, 954, 2313)
legal-notice (969, 110, 1183, 661)
legal-notices-content (43, 100, 1437, 2565)
notice-body-text: Monterrey, Nuevo León, a 09 de Enero del 2026. (1199, 1379, 1411, 1390)
notice-body-text: Monterrey, Nuevo León, a 07 de Enero del 2026. (1199, 1088, 1411, 1099)
legal-notice (1199, 1451, 1415, 1727)
notice-body-text: A los ciudadanos Juan Miguel Valdez de la Fuente y María del Rosario Bernal Rodríguez, con domicilio ignorado. En fecha nueve de febrero de dos mil veintitrés, se admitió en este Juzgado Cuarto de lo Civil del Primer Distrito Judicial del Estado, con el expediente judicial número 159/2023, relativo a las diligencias de jurisdicción voluntaria sobre notificación e interpelación judicial, promovidas por Daniel Briones Limón, respecto de Fomento Metropolitano de Monterrey (FOMERREY), Juan Miguel Valdez de la Fuente y María del Rosario Bernal Rodríguez, donde se le reclama literalmente lo siguiente:" A).- Se Interpele Judicialmente para que en un plazo no mayor a 30 días conceda el otorgamiento de la Escritura Definitiva de compra venta que me acredite como propietario del inmueble ubicado en la calle Lote de terreno No 7 (siete) de la manzana 179 (ciento setenta y nueve) del fraccionamiento Fomerrey 24 en el Municipio de Monterrey Nuevo León. B).- Se Interpele Judicialmente para que en un plazo no mayor a 30 días conceda tramite u otorgue la Cancelación de la reserva de dominio del inmueble cuya escrituración se solicita misma que obra en favor de Nacional Financiera Sociedad Nacional de Crédito Institución de Banca de desarrollo como fiduciaria del fidecomiso denominado Fomento Metropolitano de Monterrey "FOMERREY" quien se comprometió con mi demandada en el Acuerdo de voluntades base de mi acción. C).- Como consecuencia de lo anterior solicito la inscripción en el Instituto Catastral y Registral del Estado de las Escrituras correspondientes, así como la Cancelación de la Reserva de Dominio y el Patrimonio Familiar. D).- Pago de los gastos y Costas que se originen con motivo de la tramitación de la presente instancia. E).- Lo anterior lo requiero para promover el Juicio correspondiente en el caso que se nieguen a entregar voluntariamente el bien mueble mencionado." Por otro lado, mediante auto del treinta de junio de dos mil veinticinco, se ordenó notificarle a Juan Miguel Valdez de la Fuente y María del Rosario Bernal Rodríguez, por medio de edictos que deberán de publicarse por tres veces consecutivas en el Periódico Oficial del Estado, en el Boletín Judicial, así como en cualquiera de los periódicos El Norte, El Porvenir, Milenio Diario o Periódico ABC, a elección de la parte actora, a fin de que se le interpele respecto de lo señalado por el promovente dentro de su solicitud, en términos de los artículos 902, 903 y 906 del Código de Procedimientos Civiles para el Estado de Nuevo León. Quedando a su disposición en este juzgado las correspondientes copias de traslado de la demanda, escrito de fecha siete de febrero de dos mil veintitrés y los documentos anexados a la demanda: Contrato de compra-venta de fecha 24 veinticuatro de junio del año 2006 dos mil seis; Escrito que suscribe juez auxiliar, 4 cuatro recibos de pago de impuesto predial; 1 un escrito ratificado en acta fuera de protocolo número 11,067; 6 seis copias certificadas de escrituras sin número (ilegibles); Contrato de servicios celebrado ante Servicios de Agua y Drenaje de Monterrey, Institución Pública Descentralizada; 1 un recibo de pago; Copia simple de documento expedido por el Registro Público de la Propiedad y del Comercio; Certificado de libertad de gravámenes; 2 dos recibos de pago expedidos por Comisión Federal de Electricidad; y 9 nueve recibos de pago expedidos por Servicios de Agua y Drenaje de Monterrey, Institución Pública Descentralizada. En la inteligencia que la notificación e interpelación judicial hecha de esta manera surtirá sus efectos diez días después contados desde el siguiente de la última publicación, lo anterior con fundamento en lo dispuesto por el articulo 73 del Código de Procedimientos Civiles del Estado de Nuevo León. (509, 1269, 724, 2242)
notice-signature-line: NOTARIO PÚBLICO TITULAR NÚMERO 72 (1209, 1401, 1405, 1412)
notice-signature-line: (30) (1066, 1727, 1087, 1738)
notice-signature-line: CONCURRENTE DEL PRIMER DISTRITO JUDICIAL DEL ESTADO (127, 1627, 417, 1639)
notice-signature-line: (20 y 30) (1285, 1715, 1329, 1726)
notice-signature-line: RUBEN ADRIAN HIPOLITO GARZA (536, 2243, 697, 2254)
notice-title: EDICTO (252, 1664, 292, 1676)
notice-body-text: Monterrey, N. L., 22 de enero del 2026. (969, 2198, 1141, 2209)
legal-notice (1199, 110, 1415, 821)
notice-column-3 (732, 104, 962, 2564)
